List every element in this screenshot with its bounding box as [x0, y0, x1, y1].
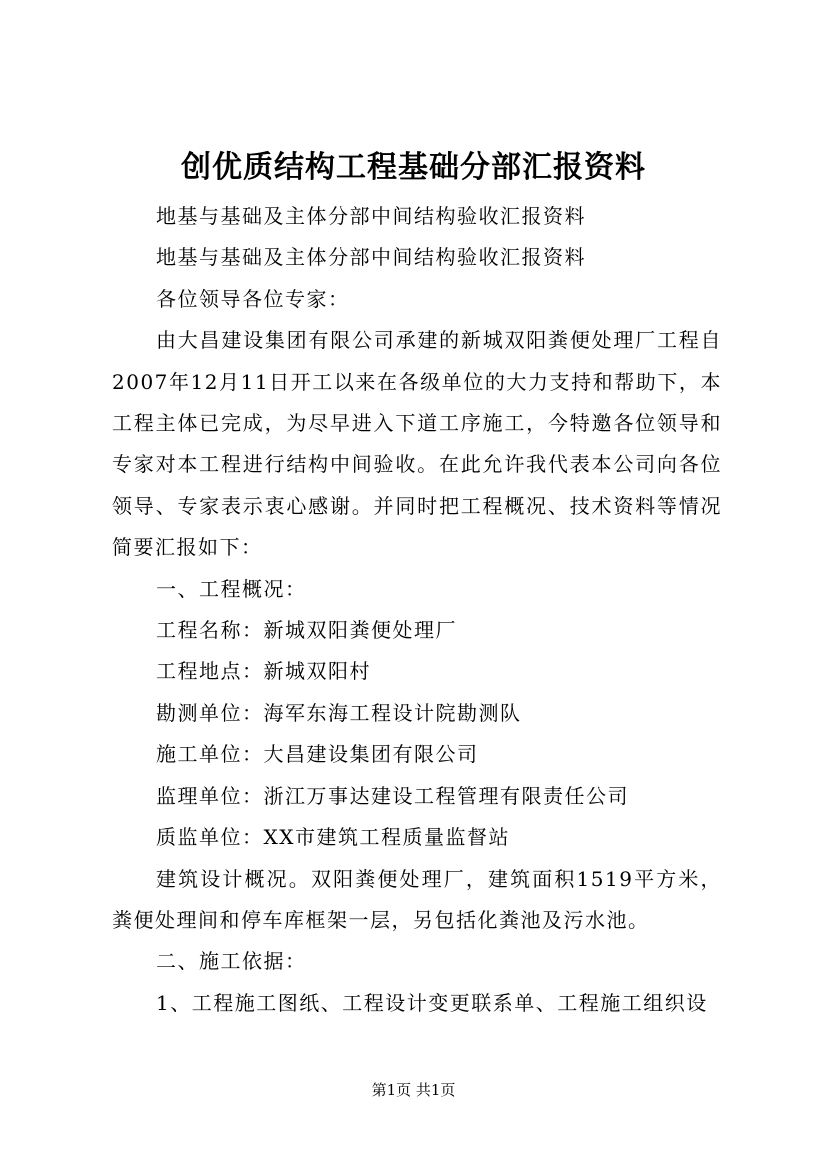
page-number: 第1页 共1页 [371, 1081, 456, 1099]
section-heading: 二、施工依据： [156, 949, 307, 974]
basis-item: 1、工程施工图纸、工程设计变更联系单、工程施工组织设 [156, 990, 708, 1015]
subtitle-line: 地基与基础及主体分部中间结构验收汇报资料 [156, 204, 586, 228]
design-overview-paragraph: 建筑设计概况。双阳粪便处理厂，建筑面积1519平方米，粪便处理间和停车库框架一层，另包括化粪池及污水池。 [112, 866, 722, 932]
section-heading: 一、工程概况： [156, 576, 307, 601]
project-location: 工程地点：新城双阳村 [156, 659, 371, 684]
intro-paragraph: 由大昌建设集团有限公司承建的新城双阳粪便处理厂工程自2007年12月11日开工以来在各级单位的大力支持和帮助下，本工程主体已完成，为尽早进入下道工序施工，今特邀各位领导和专家对本工程进行结构中间验收。在此允许我代表本公司向各位领导、专家表示衷心感谢。并同时把工程概况、技术资料等情况简要汇报如下： [112, 328, 722, 560]
subtitle-line: 地基与基础及主体分部中间结构验收汇报资料 [156, 245, 586, 270]
supervision-unit: 监理单位：浙江万事达建设工程管理有限责任公司 [156, 783, 629, 808]
construction-unit: 施工单位：大昌建设集团有限公司 [156, 742, 479, 767]
project-name: 工程名称：新城双阳粪便处理厂 [156, 618, 457, 643]
quality-supervision-unit: 质监单位：XX市建筑工程质量监督站 [156, 825, 510, 850]
survey-unit: 勘测单位：海军东海工程设计院勘测队 [156, 700, 522, 725]
document-body [112, 196, 722, 1024]
salutation: 各位领导各位专家： [156, 286, 350, 311]
document-title: 创优质结构工程基础分部汇报资料 [181, 150, 646, 185]
